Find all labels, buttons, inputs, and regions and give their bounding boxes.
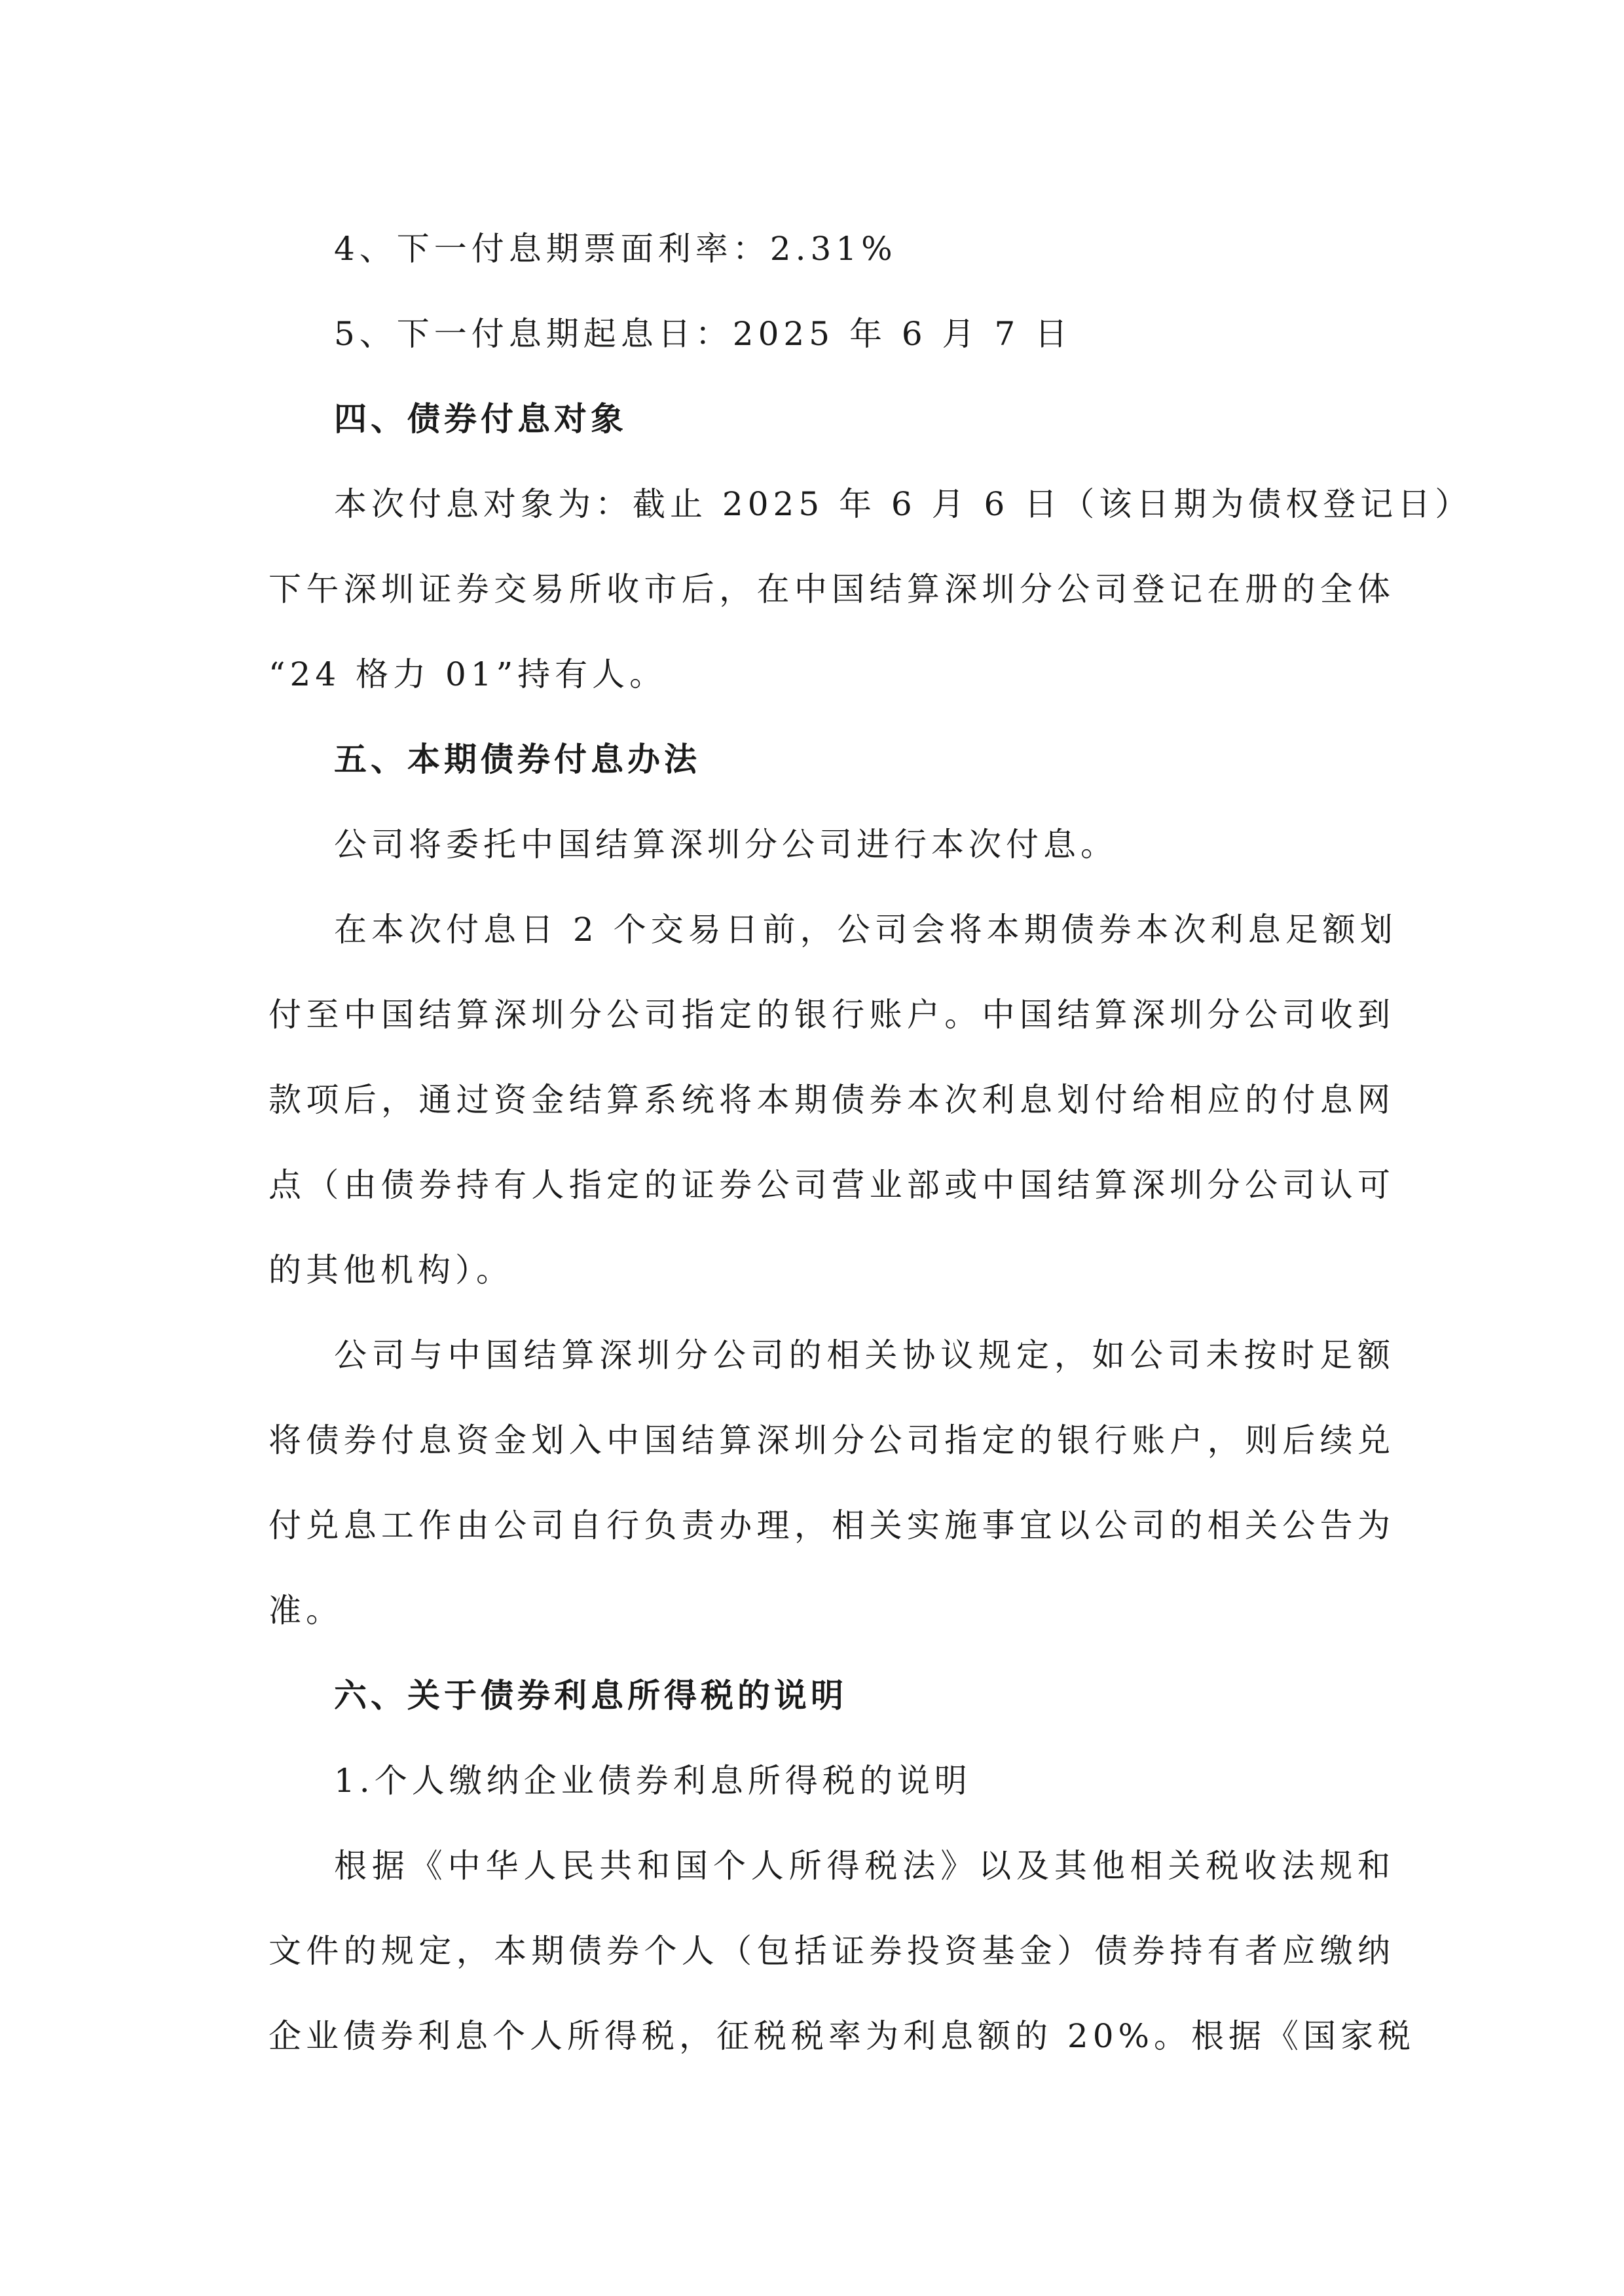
section-5-para-2-line-4: 点（由债券持有人指定的证券公司营业部或中国结算深圳分公司认可 [268,1166,1395,1204]
section-5-para-2-line-2: 付至中国结算深圳分公司指定的银行账户。中国结算深圳分公司收到 [268,996,1395,1034]
section-5-heading: 五、本期债券付息办法 [334,740,701,778]
section-5-para-3-line-3: 付兑息工作由公司自行负责办理，相关实施事宜以公司的相关公告为 [268,1506,1395,1544]
section-5-para-2-line-1: 在本次付息日 2 个交易日前，公司会将本期债券本次利息足额划 [334,911,1397,949]
section-5-para-2-line-3: 款项后，通过资金结算系统将本期债券本次利息划付给相应的付息网 [268,1081,1395,1119]
section-4-heading: 四、债券付息对象 [334,400,627,438]
section-5-para-3-line-2: 将债券付息资金划入中国结算深圳分公司指定的银行账户，则后续兑 [268,1421,1395,1459]
item-5-interest-start-date: 5、下一付息期起息日：2025 年 6 月 7 日 [334,315,1073,353]
section-5-para-2-line-5: 的其他机构）。 [268,1251,513,1289]
section-5-para-3-line-4: 准。 [268,1592,343,1630]
section-4-line-3: “24 格力 01”持有人。 [268,655,667,693]
item-4-coupon-rate: 4、下一付息期票面利率：2.31% [334,230,897,268]
section-5-para-1-line-1: 公司将委托中国结算深圳分公司进行本次付息。 [334,826,1118,864]
section-4-line-1: 本次付息对象为：截止 2025 年 6 月 6 日（该日期为债权登记日） [334,485,1473,523]
section-4-line-2: 下午深圳证券交易所收市后，在中国结算深圳分公司登记在册的全体 [268,570,1395,608]
section-6-para-1-line-2: 文件的规定，本期债券个人（包括证券投资基金）债券持有者应缴纳 [268,1932,1395,1970]
section-6-para-1-line-1: 根据《中华人民共和国个人所得税法》以及其他相关税收法规和 [334,1847,1395,1885]
section-6-subheading-1: 1.个人缴纳企业债券利息所得税的说明 [334,1762,972,1800]
section-5-para-3-line-1: 公司与中国结算深圳分公司的相关协议规定，如公司未按时足额 [334,1336,1395,1374]
section-6-para-1-line-3: 企业债券利息个人所得税，征税税率为利息额的 20%。根据《国家税 [268,2017,1416,2055]
section-6-heading: 六、关于债券利息所得税的说明 [334,1677,847,1715]
